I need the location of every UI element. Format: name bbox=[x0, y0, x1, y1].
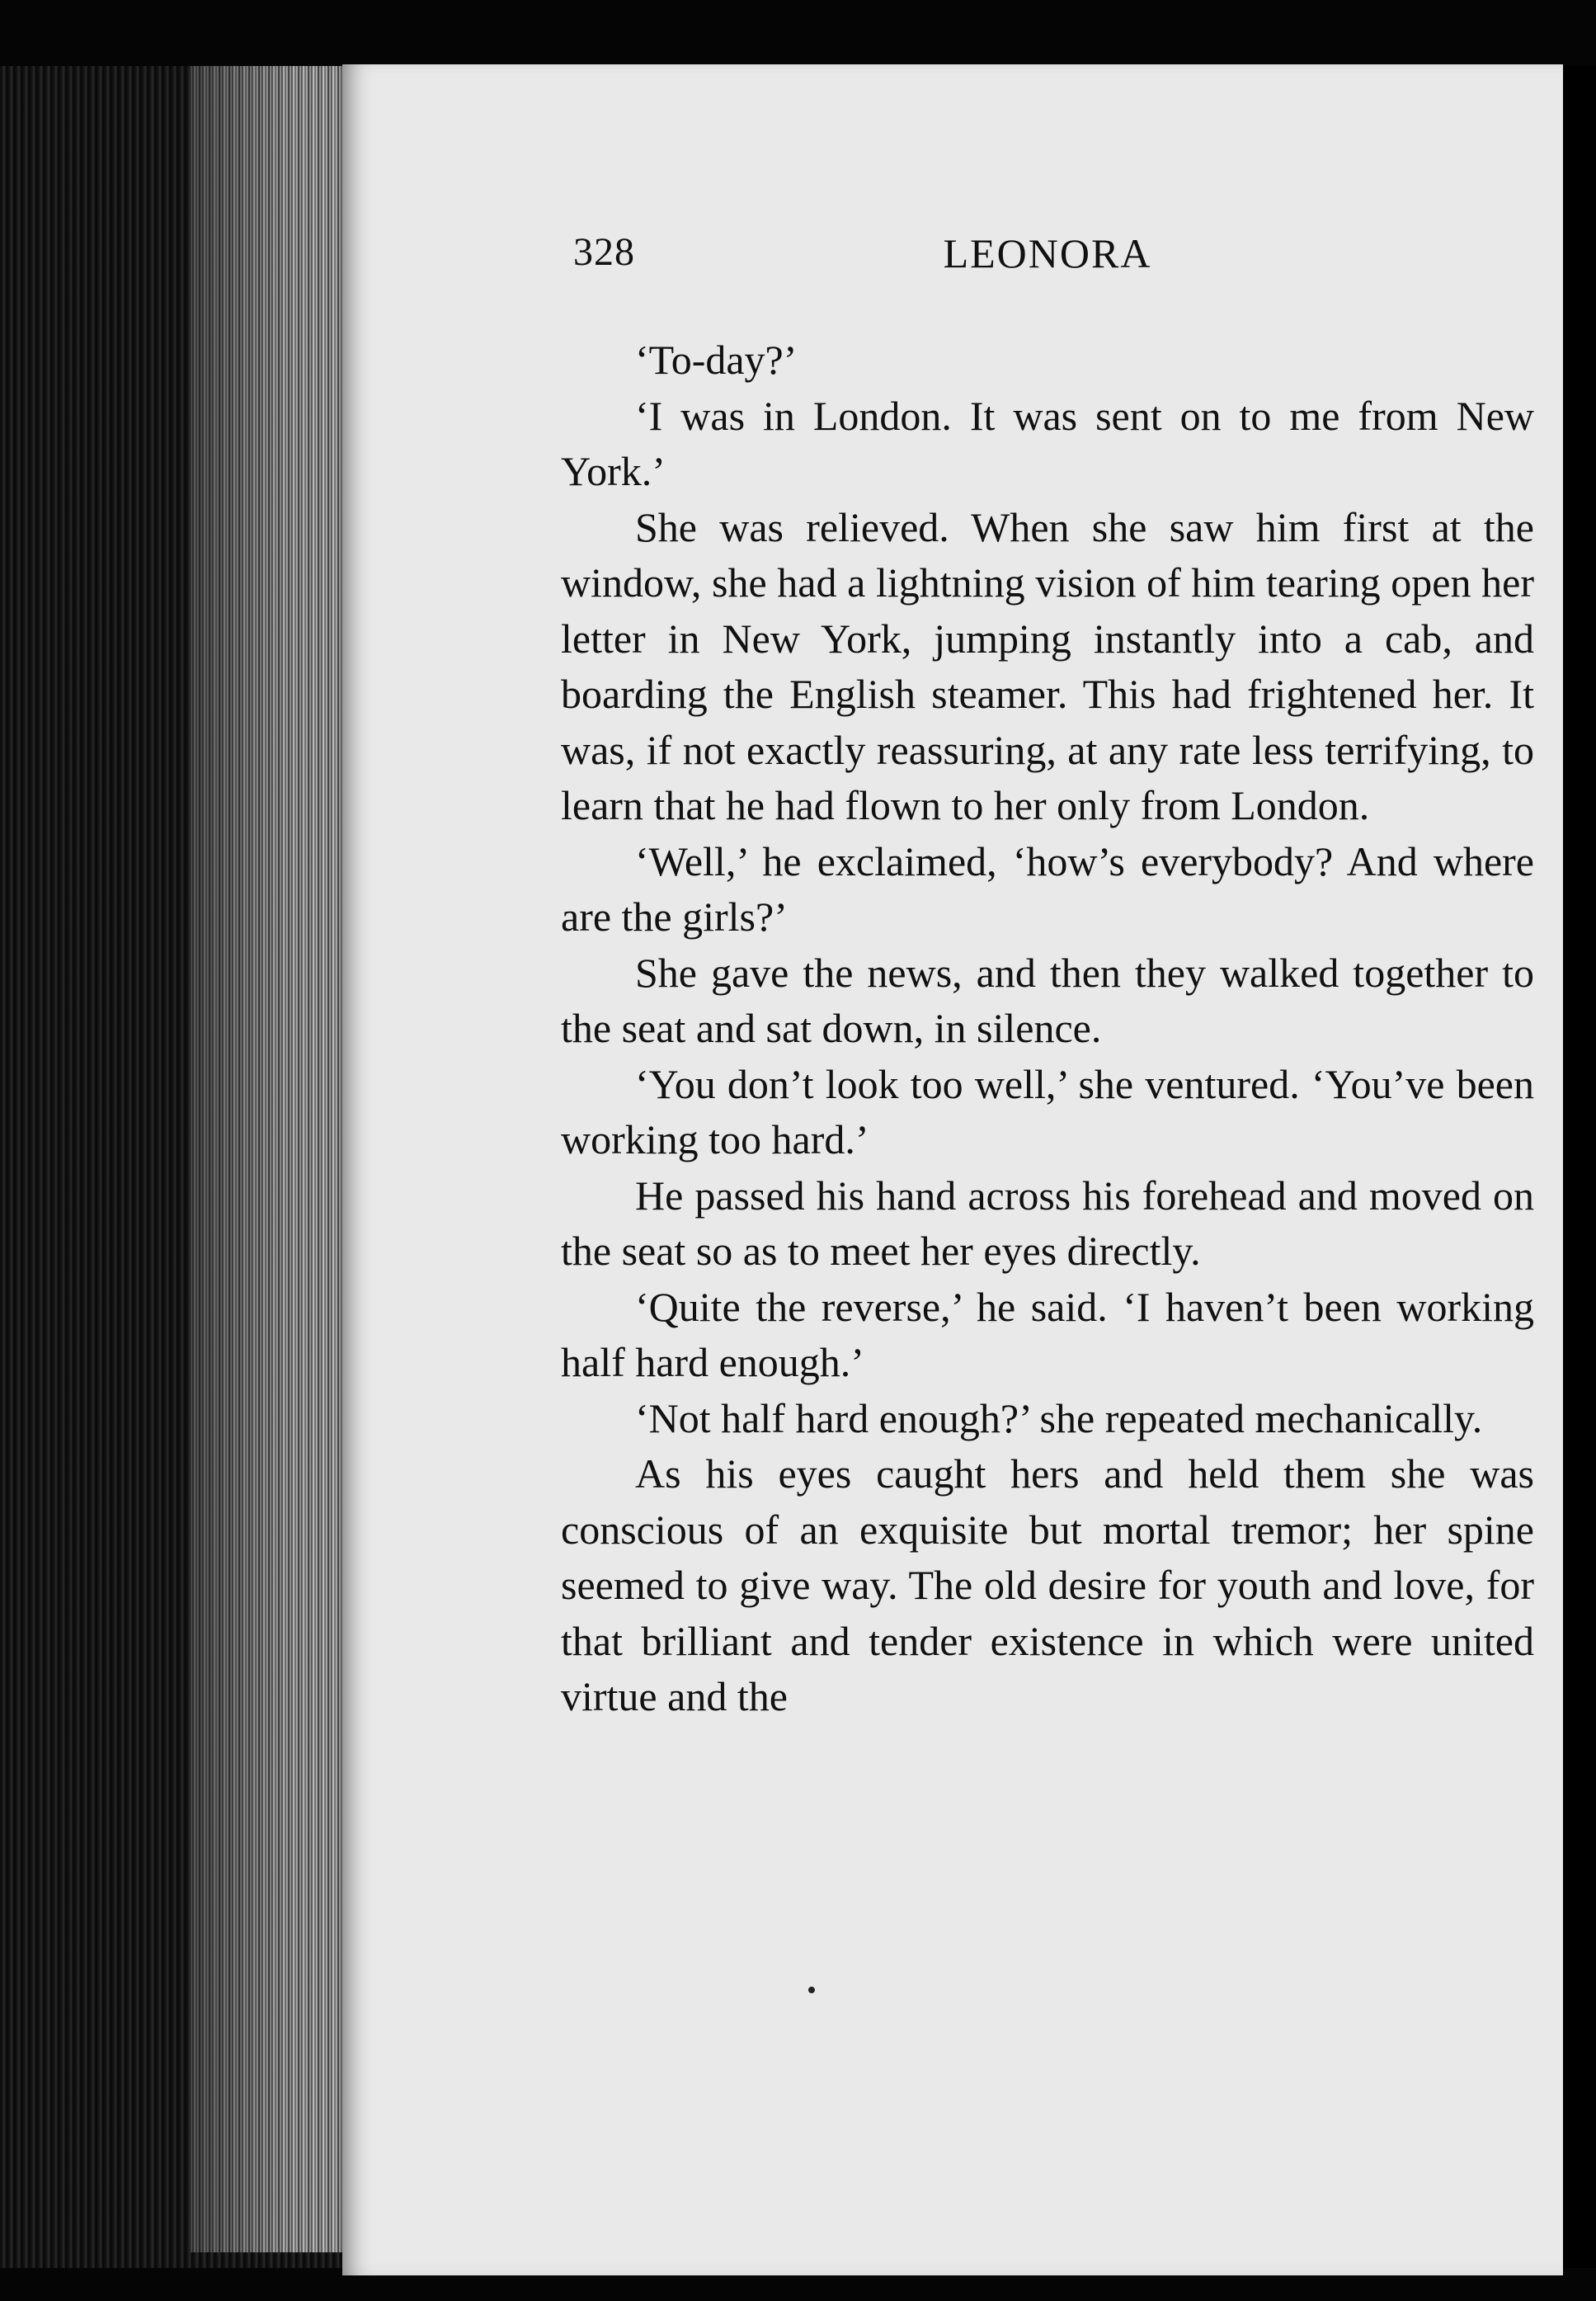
book-page bbox=[342, 64, 1563, 2275]
paragraph-9: ‘Not half hard enough?’ she repeated mechanically. bbox=[635, 1394, 1483, 1441]
paragraph-1: ‘To-day?’ bbox=[635, 337, 798, 383]
body-text bbox=[561, 332, 1534, 1725]
scan-top-border bbox=[0, 0, 1596, 66]
page-header bbox=[573, 229, 1522, 304]
paragraph-5: She gave the news, and then they walked together to the seat and sat down, in silence. bbox=[561, 949, 1534, 1051]
paragraph-8: ‘Quite the reverse,’ he said. ‘I haven’t been working half hard enough.’ bbox=[561, 1283, 1534, 1385]
paragraph-3: She was relieved. When she saw him first at the window, she had a lightning vision of him tearing open her letter in New York, jumping instantly into a cab, and boarding the English steamer. This had frightened her. It was, if not exactly reassuring, at any rate less terrifying, to learn that he had flown to her only from London. bbox=[561, 503, 1534, 828]
paragraph-6: ‘You don’t look too well,’ she ventured. ‘You’ve been working too hard.’ bbox=[561, 1060, 1534, 1162]
paragraph-4: ‘Well,’ he exclaimed, ‘how’s everybody? And where are the girls?’ bbox=[561, 837, 1534, 940]
paragraph-10: As his eyes caught hers and held them she was conscious of an exquisite but mortal tremor; her spine seemed to give way. The old desire for youth and love, for that brilliant and tender existence in which were united virtue and the bbox=[561, 1450, 1534, 1719]
paragraph-2: ‘I was in London. It was sent on to me from New York.’ bbox=[561, 392, 1534, 494]
page-number: 328 bbox=[573, 230, 635, 274]
ink-dot bbox=[808, 1987, 815, 1993]
paragraph-7: He passed his hand across his forehead and moved on the seat so as to meet her eyes directly. bbox=[561, 1172, 1534, 1274]
running-title: LEONORA bbox=[943, 230, 1152, 276]
page-edges bbox=[190, 58, 363, 2252]
